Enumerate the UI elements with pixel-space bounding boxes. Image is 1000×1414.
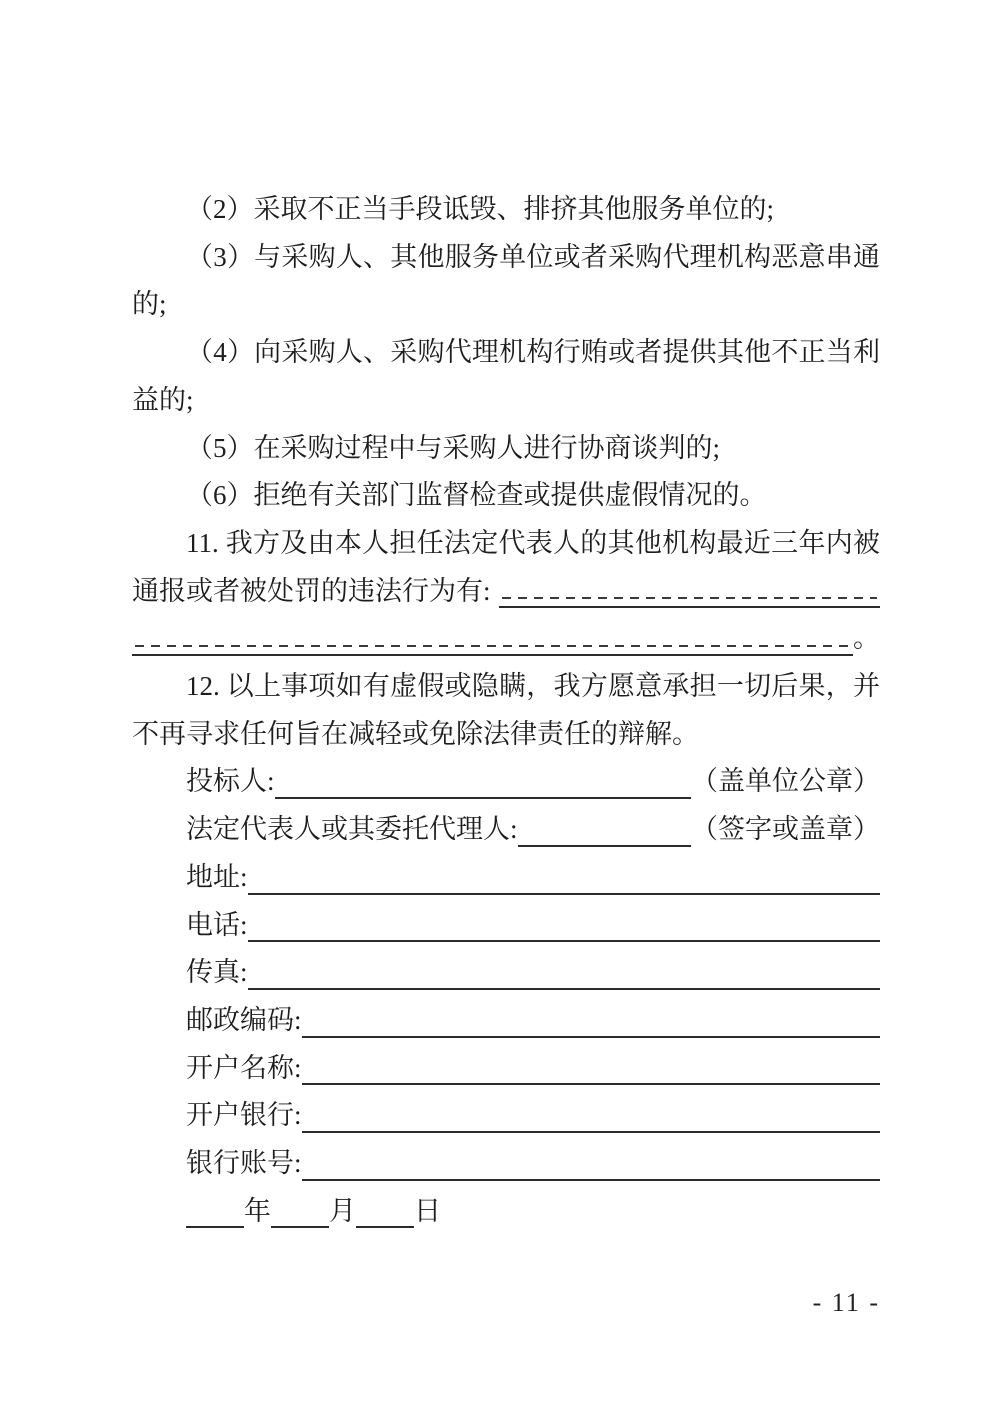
field-account-name — [186, 1045, 880, 1093]
bidder-blank — [275, 758, 691, 799]
violations-blank-line-1 — [499, 568, 880, 609]
field-phone — [186, 902, 880, 950]
postal-code-label: 邮政编码: — [186, 1004, 302, 1035]
document-body — [132, 186, 880, 1235]
bank-blank — [302, 1092, 880, 1133]
clause-11-end-punctuation: 。 — [853, 623, 880, 654]
clause-11-line-2-label: 通报或者被处罚的违法行为有: — [132, 575, 491, 606]
clause-12-line-1: 12. 以上事项如有虚假或隐瞒，我方愿意承担一切后果，并 — [186, 671, 880, 702]
postal-code-blank — [302, 997, 880, 1038]
date-month-label: 月 — [329, 1195, 356, 1226]
account-name-label: 开户名称: — [186, 1052, 302, 1083]
clause-6: （6）拒绝有关部门监督检查或提供虚假情况的。 — [186, 480, 767, 511]
clause-11-line-3 — [132, 615, 880, 663]
field-postal-code — [186, 997, 880, 1045]
date-year-label: 年 — [244, 1195, 271, 1226]
page-number: - 11 - — [812, 1288, 880, 1317]
fax-label: 传真: — [186, 957, 248, 988]
field-representative — [186, 806, 880, 854]
clause-11-line-2 — [132, 568, 880, 616]
clause-4-line-2: 益的; — [132, 384, 194, 415]
violations-blank-line-2 — [132, 615, 853, 656]
clause-4-line-1: （4）向采购人、采购代理机构行贿或者提供其他不正当利 — [186, 337, 880, 368]
phone-label: 电话: — [186, 909, 248, 940]
clause-11-line-1: 11. 我方及由本人担任法定代表人的其他机构最近三年内被 — [186, 527, 880, 558]
date-day-blank — [356, 1188, 414, 1229]
date-month-blank — [271, 1188, 329, 1229]
clause-3-line-2: 的; — [132, 289, 167, 320]
clause-5: （5）在采购过程中与采购人进行协商谈判的; — [186, 432, 721, 463]
bank-account-label: 银行账号: — [186, 1148, 302, 1179]
field-date — [186, 1188, 880, 1236]
clause-2: （2）采取不正当手段诋毁、排挤其他服务单位的; — [186, 194, 775, 224]
account-name-blank — [302, 1045, 880, 1086]
field-bank-account — [186, 1140, 880, 1188]
date-year-blank — [186, 1188, 244, 1229]
bank-account-blank — [302, 1140, 880, 1181]
bidder-label: 投标人: — [186, 766, 275, 797]
clause-12-line-2: 不再寻求任何旨在减轻或免除法律责任的辩解。 — [132, 718, 699, 749]
date-day-label: 日 — [414, 1195, 441, 1226]
clause-3-line-1: （3）与采购人、其他服务单位或者采购代理机构恶意串通 — [186, 241, 880, 272]
field-bank — [186, 1092, 880, 1140]
representative-sign-note: （签字或盖章） — [691, 814, 880, 845]
bank-label: 开户银行: — [186, 1100, 302, 1131]
representative-blank — [518, 806, 691, 847]
bidder-seal-note: （盖单位公章） — [691, 766, 880, 797]
representative-label: 法定代表人或其委托代理人: — [186, 814, 518, 845]
field-address — [186, 854, 880, 902]
address-label: 地址: — [186, 861, 248, 892]
phone-blank — [248, 902, 880, 943]
field-fax — [186, 949, 880, 997]
field-bidder — [186, 758, 880, 806]
address-blank — [248, 854, 880, 895]
fax-blank — [248, 949, 880, 990]
